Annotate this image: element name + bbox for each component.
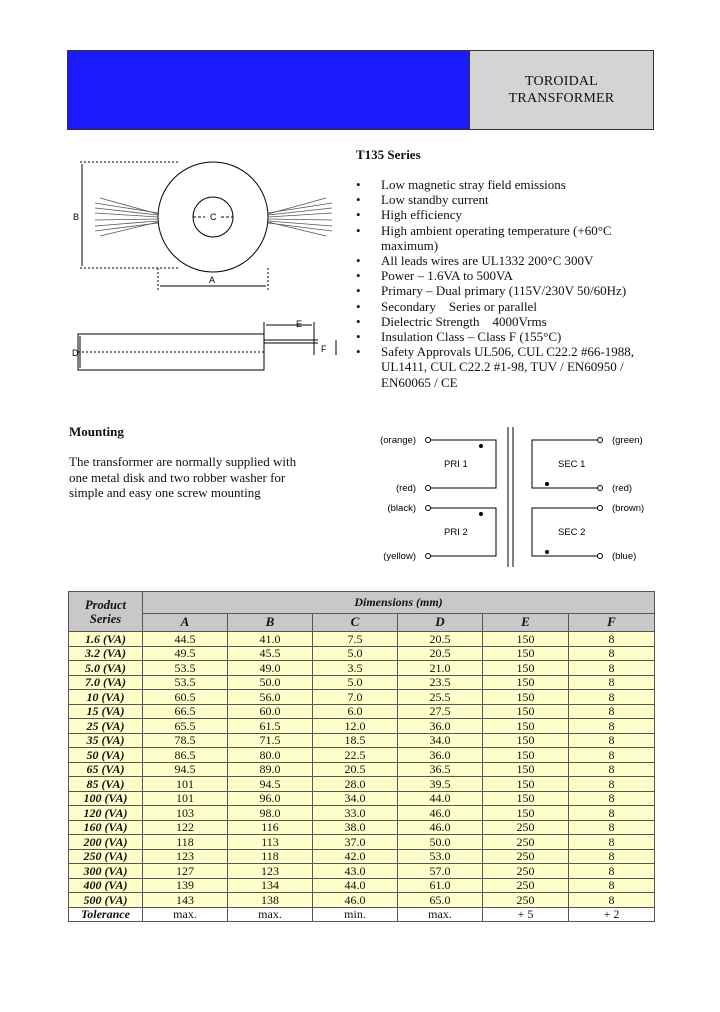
dim-label-c: C xyxy=(210,212,217,222)
dimension-cell: 8 xyxy=(569,719,655,734)
winding-label-pri2: PRI 2 xyxy=(444,527,468,538)
dimension-cell: 8 xyxy=(569,704,655,719)
tolerance-cell: max. xyxy=(143,907,228,922)
dimension-cell: 41.0 xyxy=(228,632,313,647)
mounting-text: The transformer are normally supplied with one metal disk and two robber washer for simple and easy one screw mounting xyxy=(69,454,297,500)
dimension-cell: 44.0 xyxy=(313,878,398,893)
dimension-cell: 6.0 xyxy=(313,704,398,719)
lead-label-red-right: (red) xyxy=(612,483,633,494)
feature-item: • Secondary Series or parallel xyxy=(356,299,656,314)
feature-item: • Insulation Class – Class F (155°C) xyxy=(356,329,656,344)
product-header-line2: Series xyxy=(89,611,122,626)
dim-label-d: D xyxy=(72,348,79,358)
dimension-cell: 127 xyxy=(143,864,228,879)
dimension-cell: 101 xyxy=(143,777,228,792)
dimension-cell: 7.0 xyxy=(313,690,398,705)
column-header-c: C xyxy=(313,614,398,632)
dimension-cell: 150 xyxy=(483,762,569,777)
dimension-cell: 8 xyxy=(569,632,655,647)
dimension-cell: 250 xyxy=(483,820,569,835)
header-blue-panel xyxy=(68,51,470,129)
dimension-cell: 8 xyxy=(569,835,655,850)
lead-label-yellow: (yellow) xyxy=(383,551,416,562)
dimension-cell: 150 xyxy=(483,719,569,734)
dimension-cell: 27.5 xyxy=(398,704,483,719)
product-series-cell: 3.2 (VA) xyxy=(69,646,143,661)
dimension-cell: 34.0 xyxy=(398,733,483,748)
feature-item: • Power – 1.6VA to 500VA xyxy=(356,268,656,283)
tolerance-label: Tolerance xyxy=(69,907,143,922)
table-row xyxy=(69,849,655,864)
tolerance-cell: + 5 xyxy=(483,907,569,922)
dimension-cell: 101 xyxy=(143,791,228,806)
dimension-cell: 42.0 xyxy=(313,849,398,864)
table-row xyxy=(69,791,655,806)
table-row xyxy=(69,632,655,647)
product-series-cell: 500 (VA) xyxy=(69,893,143,908)
dimension-cell: 8 xyxy=(569,777,655,792)
dimension-cell: 61.5 xyxy=(228,719,313,734)
product-series-cell: 50 (VA) xyxy=(69,748,143,763)
feature-list xyxy=(356,177,656,390)
product-series-cell: 7.0 (VA) xyxy=(69,675,143,690)
dimension-cell: 134 xyxy=(228,878,313,893)
dimension-cell: 53.5 xyxy=(143,661,228,676)
product-series-cell: 35 (VA) xyxy=(69,733,143,748)
dimension-cell: 150 xyxy=(483,646,569,661)
dimension-cell: 8 xyxy=(569,733,655,748)
tolerance-cell: + 2 xyxy=(569,907,655,922)
dimension-cell: 22.5 xyxy=(313,748,398,763)
dimension-cell: 38.0 xyxy=(313,820,398,835)
dimension-cell: 150 xyxy=(483,748,569,763)
dimension-cell: 18.5 xyxy=(313,733,398,748)
product-series-cell: 120 (VA) xyxy=(69,806,143,821)
dimension-cell: 8 xyxy=(569,690,655,705)
dimension-cell: 96.0 xyxy=(228,791,313,806)
feature-item: • All leads wires are UL1332 200°C 300V xyxy=(356,253,656,268)
dimension-cell: 56.0 xyxy=(228,690,313,705)
dimension-cell: 94.5 xyxy=(228,777,313,792)
dim-label-f: F xyxy=(321,344,327,354)
dimension-cell: 250 xyxy=(483,835,569,850)
dimension-cell: 150 xyxy=(483,690,569,705)
right-leads xyxy=(268,198,332,236)
table-row xyxy=(69,762,655,777)
column-header-b: B xyxy=(228,614,313,632)
column-header-f: F xyxy=(569,614,655,632)
winding-label-sec1: SEC 1 xyxy=(558,459,586,470)
product-series-cell: 85 (VA) xyxy=(69,777,143,792)
dimension-cell: 139 xyxy=(143,878,228,893)
dimension-cell: 5.0 xyxy=(313,675,398,690)
feature-item: • Dielectric Strength 4000Vrms xyxy=(356,314,656,329)
dimension-cell: 36.5 xyxy=(398,762,483,777)
dimension-cell: 46.0 xyxy=(313,893,398,908)
dimension-cell: 150 xyxy=(483,791,569,806)
dimension-cell: 28.0 xyxy=(313,777,398,792)
feature-item: • High efficiency xyxy=(356,207,656,222)
dimension-cell: 8 xyxy=(569,791,655,806)
product-series-cell: 160 (VA) xyxy=(69,820,143,835)
tolerance-row xyxy=(69,907,655,922)
table-row xyxy=(69,878,655,893)
dimension-cell: 39.5 xyxy=(398,777,483,792)
lead-label-orange: (orange) xyxy=(380,435,416,446)
dimension-cell: 65.0 xyxy=(398,893,483,908)
dimension-cell: 49.5 xyxy=(143,646,228,661)
dimension-cell: 33.0 xyxy=(313,806,398,821)
dimension-cell: 8 xyxy=(569,806,655,821)
dimension-cell: 150 xyxy=(483,632,569,647)
dim-label-b: B xyxy=(73,212,80,222)
product-series-header xyxy=(69,592,143,632)
dimension-cell: 8 xyxy=(569,878,655,893)
feature-item: • Low standby current xyxy=(356,192,656,207)
product-series-cell: 250 (VA) xyxy=(69,849,143,864)
dimension-cell: 53.5 xyxy=(143,675,228,690)
dimension-cell: 150 xyxy=(483,733,569,748)
dimension-cell: 61.0 xyxy=(398,878,483,893)
product-series-cell: 200 (VA) xyxy=(69,835,143,850)
product-series-cell: 5.0 (VA) xyxy=(69,661,143,676)
dimension-cell: 23.5 xyxy=(398,675,483,690)
product-series-cell: 65 (VA) xyxy=(69,762,143,777)
feature-item: • High ambient operating temperature (+60°C maximum) xyxy=(356,223,656,253)
dimension-cell: 46.0 xyxy=(398,806,483,821)
dimension-cell: 94.5 xyxy=(143,762,228,777)
dimension-cell: 5.0 xyxy=(313,646,398,661)
table-row xyxy=(69,661,655,676)
transformer-drawing xyxy=(60,150,350,390)
dimension-cell: 8 xyxy=(569,849,655,864)
mounting-title: Mounting xyxy=(69,424,124,439)
lead-label-green: (green) xyxy=(612,435,643,446)
lead-label-blue: (blue) xyxy=(612,551,637,562)
lead-label-black: (black) xyxy=(387,503,416,514)
table-row xyxy=(69,704,655,719)
dim-label-e: E xyxy=(296,319,303,329)
dimension-cell: 21.0 xyxy=(398,661,483,676)
dimension-cell: 46.0 xyxy=(398,820,483,835)
dimension-cell: 78.5 xyxy=(143,733,228,748)
wiring-schematic xyxy=(360,422,660,572)
dimension-cell: 250 xyxy=(483,864,569,879)
dimension-cell: 50.0 xyxy=(398,835,483,850)
dimension-cell: 150 xyxy=(483,777,569,792)
dimension-cell: 49.0 xyxy=(228,661,313,676)
table-row xyxy=(69,748,655,763)
lead-label-red-left: (red) xyxy=(395,483,416,494)
feature-item: • Safety Approvals UL506, CUL C22.2 #66-1988, UL1411, CUL C22.2 #1-98, TUV / EN60950 / EN60065 / CE xyxy=(356,344,656,390)
dimension-cell: 116 xyxy=(228,820,313,835)
dimension-cell: 20.5 xyxy=(313,762,398,777)
dimension-cell: 8 xyxy=(569,864,655,879)
product-series-cell: 10 (VA) xyxy=(69,690,143,705)
left-leads xyxy=(95,198,158,236)
dimension-cell: 44.5 xyxy=(143,632,228,647)
tolerance-cell: min. xyxy=(313,907,398,922)
tolerance-cell: max. xyxy=(398,907,483,922)
dimension-cell: 44.0 xyxy=(398,791,483,806)
feature-item: • Low magnetic stray field emissions xyxy=(356,177,656,192)
dimension-cell: 250 xyxy=(483,849,569,864)
dimension-cell: 143 xyxy=(143,893,228,908)
dimension-cell: 150 xyxy=(483,675,569,690)
dimension-cell: 150 xyxy=(483,704,569,719)
dim-label-a: A xyxy=(209,275,216,285)
series-title: T135 Series xyxy=(356,147,421,162)
dimension-cell: 53.0 xyxy=(398,849,483,864)
winding-label-pri1: PRI 1 xyxy=(444,459,468,470)
dimensions-header: Dimensions (mm) xyxy=(143,592,655,614)
table-row xyxy=(69,646,655,661)
header-title-line1: TOROIDAL xyxy=(525,74,598,89)
dimension-cell: 43.0 xyxy=(313,864,398,879)
product-series-cell: 25 (VA) xyxy=(69,719,143,734)
dimension-cell: 71.5 xyxy=(228,733,313,748)
dimension-cell: 8 xyxy=(569,762,655,777)
product-series-cell: 15 (VA) xyxy=(69,704,143,719)
feature-item: • Primary – Dual primary (115V/230V 50/60Hz) xyxy=(356,283,656,298)
table-row xyxy=(69,835,655,850)
dimension-cell: 8 xyxy=(569,646,655,661)
dimension-cell: 250 xyxy=(483,893,569,908)
dimension-cell: 50.0 xyxy=(228,675,313,690)
dimension-cell: 57.0 xyxy=(398,864,483,879)
dimension-cell: 118 xyxy=(143,835,228,850)
dimension-cell: 8 xyxy=(569,893,655,908)
table-row xyxy=(69,719,655,734)
table-row xyxy=(69,777,655,792)
table-row xyxy=(69,864,655,879)
dimension-cell: 34.0 xyxy=(313,791,398,806)
dimension-cell: 65.5 xyxy=(143,719,228,734)
product-header-line1: Product xyxy=(85,597,126,612)
dimension-cell: 8 xyxy=(569,661,655,676)
dimension-cell: 7.5 xyxy=(313,632,398,647)
dimension-cell: 123 xyxy=(143,849,228,864)
column-header-e: E xyxy=(483,614,569,632)
table-row xyxy=(69,806,655,821)
dimensions-table-body xyxy=(69,632,655,922)
winding-label-sec2: SEC 2 xyxy=(558,527,586,538)
dimension-cell: 37.0 xyxy=(313,835,398,850)
dimension-cell: 113 xyxy=(228,835,313,850)
column-header-d: D xyxy=(398,614,483,632)
dimension-cell: 89.0 xyxy=(228,762,313,777)
product-series-cell: 1.6 (VA) xyxy=(69,632,143,647)
dimension-cell: 118 xyxy=(228,849,313,864)
dimension-cell: 138 xyxy=(228,893,313,908)
table-row xyxy=(69,733,655,748)
lead-label-brown: (brown) xyxy=(612,503,645,514)
product-series-cell: 100 (VA) xyxy=(69,791,143,806)
dimension-cell: 8 xyxy=(569,748,655,763)
dimension-cell: 60.0 xyxy=(228,704,313,719)
dimension-cell: 122 xyxy=(143,820,228,835)
dimension-cell: 66.5 xyxy=(143,704,228,719)
dimension-cell: 250 xyxy=(483,878,569,893)
dimension-cell: 36.0 xyxy=(398,748,483,763)
dimension-cell: 60.5 xyxy=(143,690,228,705)
product-series-cell: 400 (VA) xyxy=(69,878,143,893)
dimension-cell: 45.5 xyxy=(228,646,313,661)
dimension-cell: 123 xyxy=(228,864,313,879)
dimensions-table xyxy=(68,591,655,922)
dimension-cell: 98.0 xyxy=(228,806,313,821)
header-title xyxy=(470,51,653,129)
product-series-cell: 300 (VA) xyxy=(69,864,143,879)
table-row xyxy=(69,893,655,908)
dimension-cell: 12.0 xyxy=(313,719,398,734)
dimension-cell: 20.5 xyxy=(398,632,483,647)
dimension-cell: 8 xyxy=(569,675,655,690)
dimension-cell: 150 xyxy=(483,661,569,676)
dimension-cell: 25.5 xyxy=(398,690,483,705)
column-header-a: A xyxy=(143,614,228,632)
dimension-cell: 3.5 xyxy=(313,661,398,676)
page-header xyxy=(67,50,654,130)
dimension-cell: 86.5 xyxy=(143,748,228,763)
dimension-cell: 103 xyxy=(143,806,228,821)
dimension-cell: 80.0 xyxy=(228,748,313,763)
table-row xyxy=(69,820,655,835)
tolerance-cell: max. xyxy=(228,907,313,922)
table-row xyxy=(69,675,655,690)
dimension-cell: 150 xyxy=(483,806,569,821)
dimension-cell: 20.5 xyxy=(398,646,483,661)
dimension-cell: 8 xyxy=(569,820,655,835)
header-title-line2: TRANSFORMER xyxy=(508,91,615,106)
table-row xyxy=(69,690,655,705)
dimension-cell: 36.0 xyxy=(398,719,483,734)
